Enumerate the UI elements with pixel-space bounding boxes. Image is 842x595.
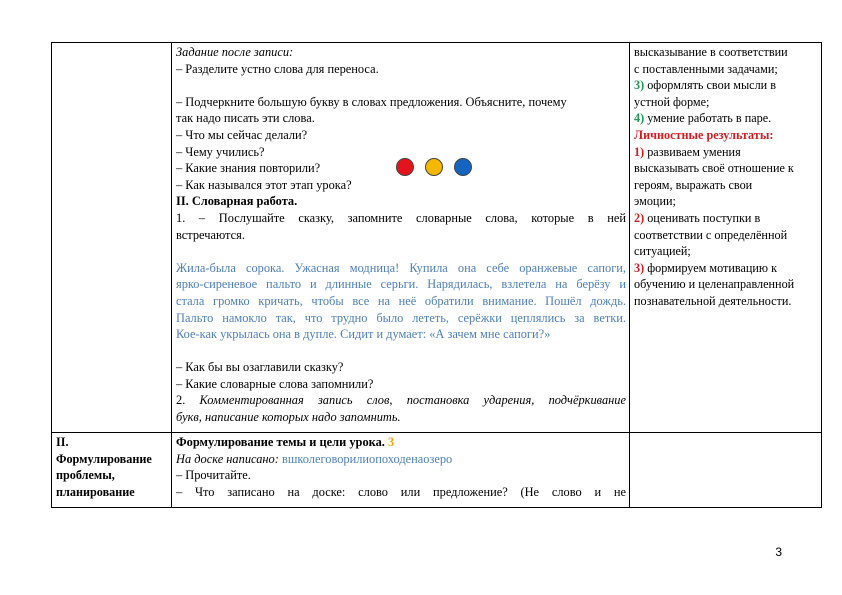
table-border-left bbox=[51, 42, 52, 508]
topic-heading-dot: . bbox=[381, 435, 385, 449]
topic-heading-line bbox=[176, 434, 626, 451]
result-line: с поставленными задачами; bbox=[634, 61, 778, 76]
table-border-right bbox=[821, 42, 822, 508]
task2-number: 2. bbox=[176, 393, 186, 408]
result-line bbox=[634, 210, 820, 227]
result-line: обучению и целенаправленной bbox=[634, 277, 795, 292]
result-number: 4) bbox=[634, 111, 645, 126]
topic-heading: Формулирование темы и цели урока bbox=[176, 435, 382, 449]
story-line: ярко-сиреневое пальто и длинные серьги. Нарядилась, взлетела на берёзу и bbox=[176, 277, 626, 292]
vocab-section-heading: II. Словарная работа. bbox=[176, 194, 298, 209]
question-line: – Какие знания повторили? bbox=[176, 161, 321, 176]
stage-title-line: Формулирование bbox=[56, 451, 152, 466]
table-row-divider bbox=[51, 432, 822, 433]
result-line: устной форме; bbox=[634, 94, 710, 109]
result-line bbox=[634, 77, 820, 94]
question-line: – Как бы вы озаглавили сказку? bbox=[176, 360, 344, 375]
task2-line: букв, написание которых надо запомнить. bbox=[176, 410, 401, 425]
board-text: вшколеговорилиопоходенаозеро bbox=[281, 451, 453, 466]
step-number: 3 bbox=[388, 435, 395, 449]
personal-results-heading: Личностные результаты: bbox=[634, 127, 774, 142]
result-line bbox=[634, 110, 820, 127]
stage-title-cell bbox=[56, 434, 170, 506]
result-number: 3) bbox=[634, 260, 645, 275]
stage-title-line: проблемы, bbox=[56, 468, 115, 483]
table-border-bottom bbox=[51, 507, 822, 508]
result-line: познавательной деятельности. bbox=[634, 293, 792, 308]
result-text: оформлять свои мысли в bbox=[644, 78, 776, 93]
result-line: героям, выражать свои bbox=[634, 177, 753, 192]
result-line bbox=[634, 260, 820, 277]
instruction-line: – Подчеркните большую букву в словах предложения. Объясните, почему bbox=[176, 94, 567, 109]
stage-title-line: планирование bbox=[56, 484, 135, 499]
question-line: – Что записано на доске: слово или предложение? (Не слово и не bbox=[176, 484, 626, 499]
stage-title-line: II. bbox=[56, 435, 69, 449]
story-line: Жила-была сорока. Ужасная модница! Купила она себе оранжевые сапоги, bbox=[176, 260, 626, 275]
question-line: – Как назывался этот этап урока? bbox=[176, 177, 352, 192]
task-after-write-label: Задание после записи: bbox=[176, 45, 294, 59]
result-number: 3) bbox=[634, 78, 645, 93]
topic-cell bbox=[176, 434, 626, 506]
story-line: Кое-как укрылась она в дупле. Сидит и думает: «А зачем мне сапоги?» bbox=[176, 327, 551, 342]
result-number: 2) bbox=[634, 210, 645, 225]
board-line bbox=[176, 451, 626, 468]
question-line: – Что мы сейчас делали? bbox=[176, 127, 308, 142]
task2-text: Комментированная запись слов, постановка ударения, подчёркивание bbox=[199, 393, 626, 408]
page-number: 3 bbox=[775, 545, 782, 559]
question-line: – Чему учились? bbox=[176, 144, 265, 159]
result-text: развиваем умения bbox=[644, 144, 741, 159]
vocab-task-line: встречаются. bbox=[176, 227, 245, 242]
result-text: оценивать поступки в bbox=[644, 210, 761, 225]
board-label: На доске написано: bbox=[176, 451, 279, 466]
results-cell bbox=[634, 44, 820, 432]
vocab-task-line: 1. – Послушайте сказку, запомните словарные слова, которые в ней bbox=[176, 210, 626, 225]
instruction-line: – Разделите устно слова для переноса. bbox=[176, 61, 379, 76]
result-number: 1) bbox=[634, 144, 645, 159]
story-line: стала громко кричать, чтобы все на неё обратили внимание. Пошёл дождь. bbox=[176, 293, 626, 308]
instruction-line: – Прочитайте. bbox=[176, 468, 251, 483]
lesson-content-cell bbox=[176, 44, 626, 432]
result-line: высказывать своё отношение к bbox=[634, 161, 794, 176]
table-col-divider-1 bbox=[171, 42, 172, 508]
story-line: Пальто намокло так, что трудно было лететь, серёжки цеплялись за ветки. bbox=[176, 310, 626, 325]
result-text: умение работать в паре. bbox=[644, 111, 772, 126]
task2-line bbox=[176, 392, 626, 409]
instruction-line: так надо писать эти слова. bbox=[176, 111, 315, 126]
empty-results-cell bbox=[634, 434, 820, 506]
result-line: эмоции; bbox=[634, 194, 676, 209]
question-line: – Какие словарные слова запомнили? bbox=[176, 376, 374, 391]
result-line bbox=[634, 144, 820, 161]
table-col-divider-2 bbox=[629, 42, 630, 508]
result-text: формируем мотивацию к bbox=[644, 260, 777, 275]
result-line: ситуацией; bbox=[634, 244, 691, 259]
table-border-top bbox=[51, 42, 822, 43]
result-line: высказывание в соответствии bbox=[634, 45, 788, 59]
result-line: соответствии с определённой bbox=[634, 227, 788, 242]
